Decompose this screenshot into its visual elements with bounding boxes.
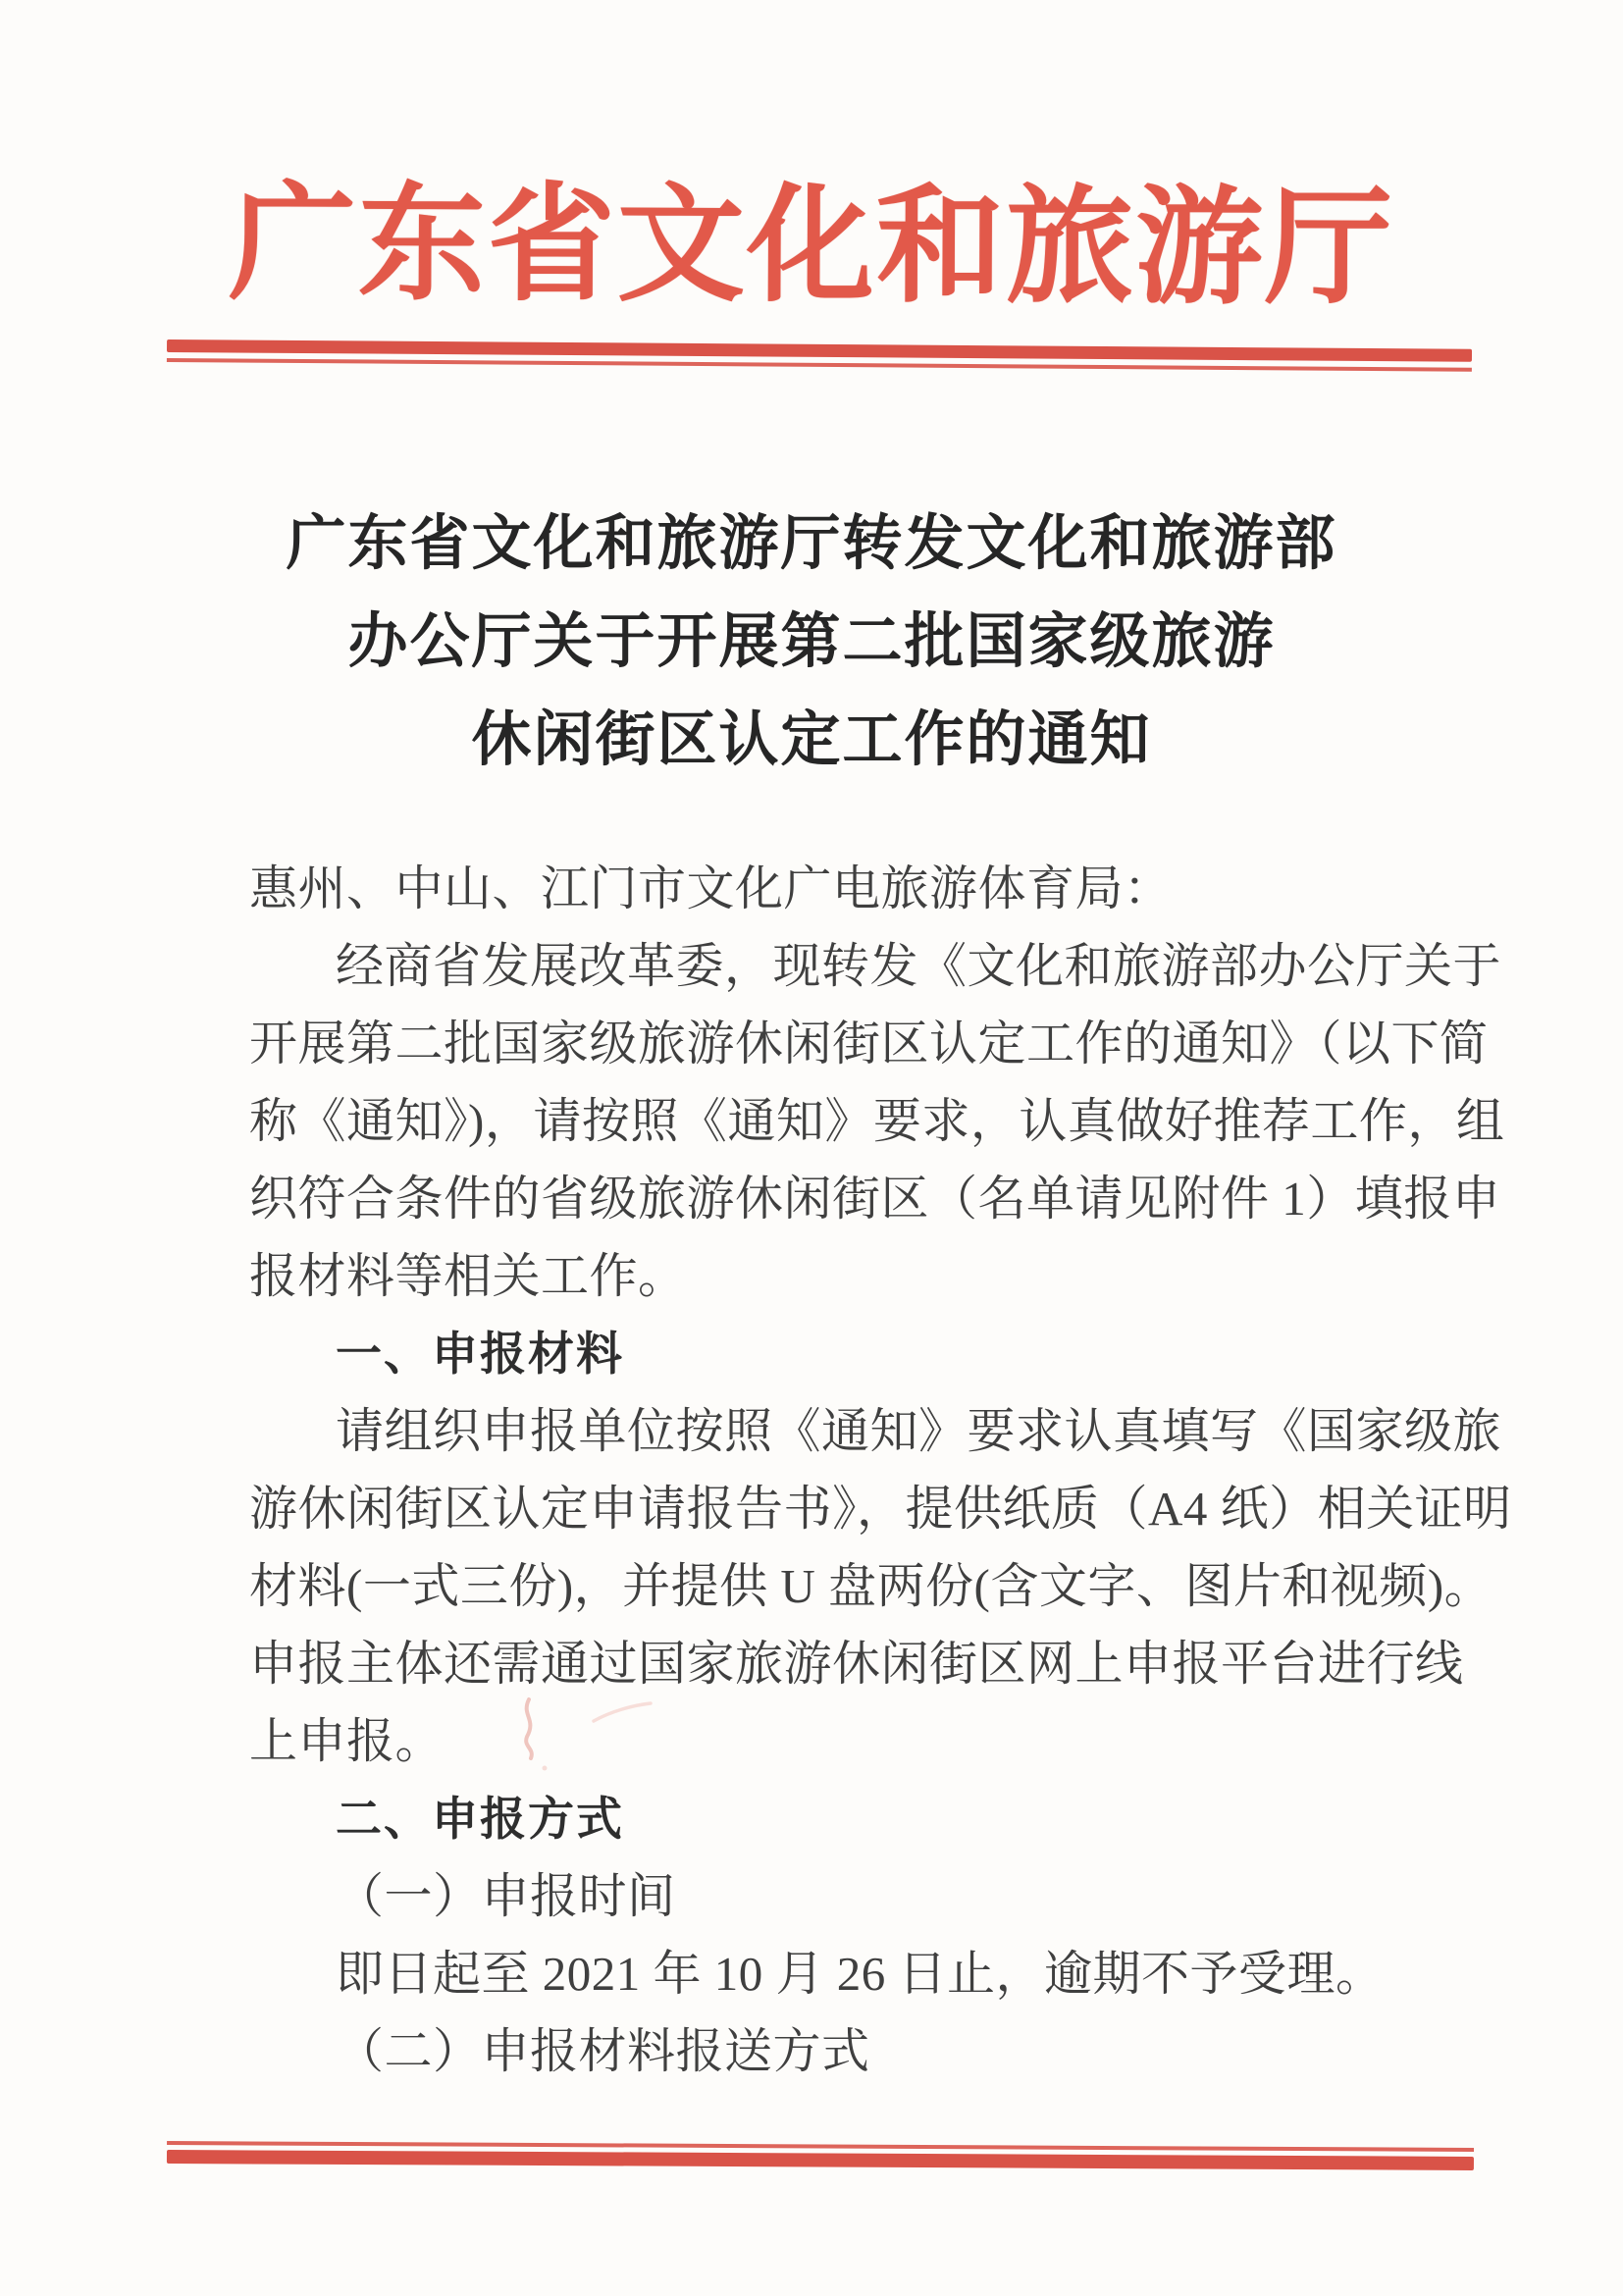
body-line: 报材料等相关工作。	[249, 1249, 687, 1303]
document-body	[249, 850, 1512, 2090]
body-line: 称《通知》)，请按照《通知》要求，认真做好推荐工作，组	[249, 1094, 1505, 1148]
body-line: 经商省发展改革委，现转发《文化和旅游部办公厅关于	[336, 939, 1502, 993]
body-line: 开展第二批国家级旅游休闲街区认定工作的通知》（以下简	[249, 1017, 1489, 1070]
body-line: 即日起至 2021 年 10 月 26 日止，逾期不予受理。	[336, 1947, 1385, 2001]
body-line: （二）申报材料报送方式	[336, 2024, 870, 2078]
document-title-line-1: 广东省文化和旅游厅转发文化和旅游部	[286, 511, 1337, 577]
document-title-line-2: 办公厅关于开展第二批国家级旅游	[347, 609, 1276, 675]
top-double-rule	[167, 339, 1472, 372]
bottom-rule-thick-bar	[167, 2150, 1474, 2170]
body-line: 上申报。	[249, 1714, 445, 1768]
section-heading-2: 二、申报方式	[336, 1793, 624, 1845]
body-line-salutation: 惠州、中山、江门市文化广电旅游体育局：	[249, 861, 1173, 915]
body-line: 请组织申报单位按照《通知》要求认真填写《国家级旅	[336, 1404, 1502, 1458]
body-line: 织符合条件的省级旅游休闲街区（名单请见附件 1）填报申	[249, 1172, 1501, 1226]
body-line: 申报主体还需通过国家旅游休闲街区网上申报平台进行线	[249, 1637, 1464, 1691]
bottom-double-rule	[167, 2141, 1474, 2170]
body-line: 游休闲街区认定申请报告书》，提供纸质（A4 纸）相关证明	[249, 1482, 1512, 1536]
document-title-line-3: 休闲街区认定工作的通知	[471, 707, 1152, 773]
letterhead-org-name: 广东省文化和旅游厅	[228, 174, 1395, 321]
body-line: 材料(一式三份)，并提供 U 盘两份(含文字、图片和视频)。	[249, 1559, 1493, 1613]
document-title	[0, 496, 1623, 790]
top-rule-thick-bar	[167, 339, 1472, 362]
section-heading-1: 一、申报材料	[336, 1328, 624, 1380]
body-line: （一）申报时间	[336, 1869, 676, 1923]
